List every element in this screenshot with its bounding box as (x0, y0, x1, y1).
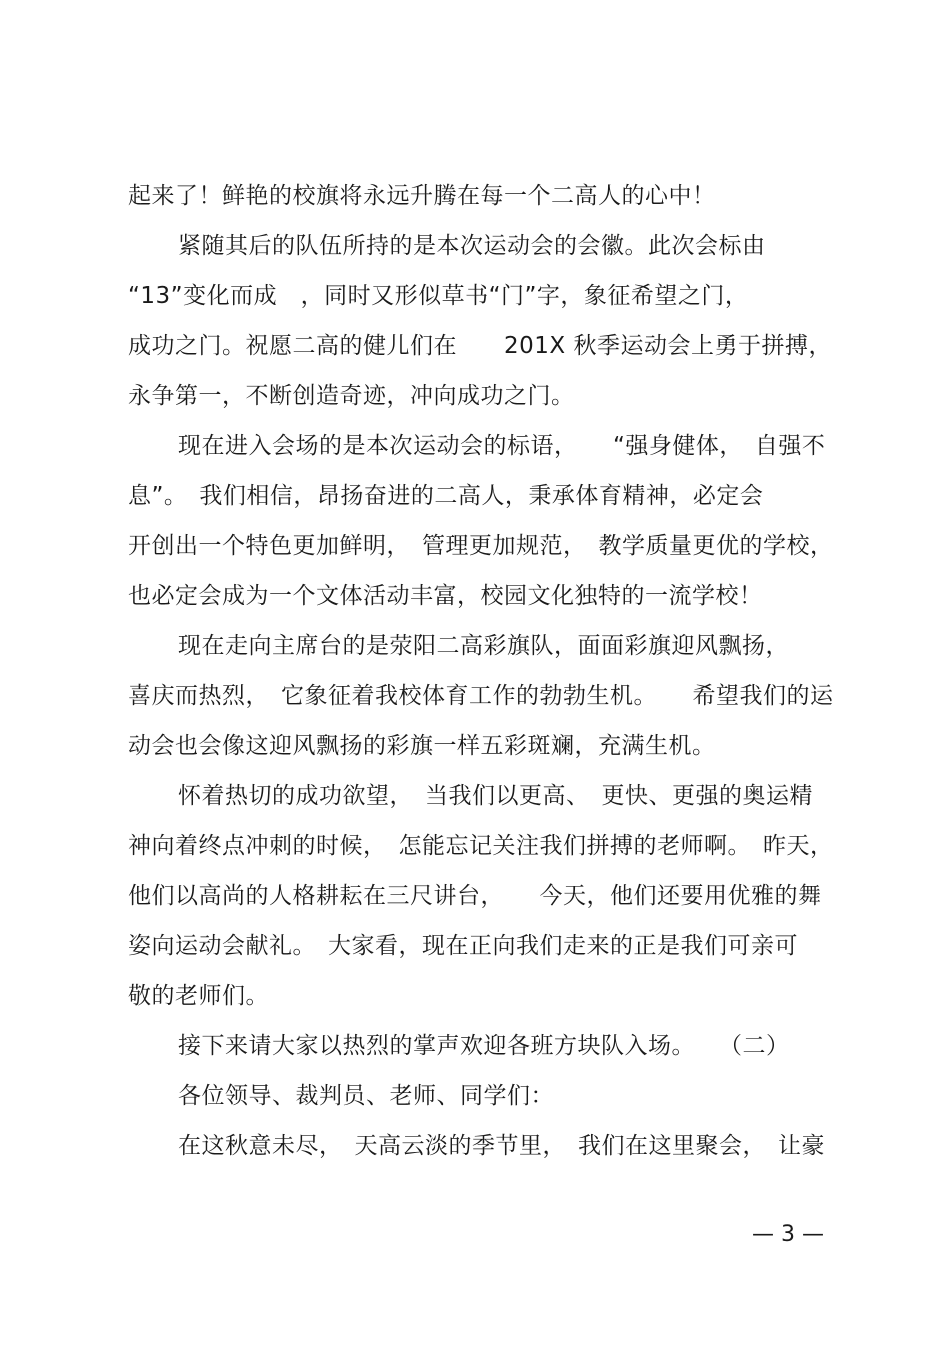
text-line-17: 敬的老师们。 (128, 983, 269, 1009)
text-line-7: 息”。 我们相信，昂扬奋进的二高人，秉承体育精神，必定会 (128, 483, 764, 509)
text-line-1: 起来了！鲜艳的校旗将永远升腾在每一个二高人的心中！ (128, 183, 716, 209)
text-line-19: 各位领导、裁判员、老师、同学们： (178, 1083, 554, 1109)
text-line-5: 永争第一，不断创造奇迹，冲向成功之门。 (128, 383, 575, 409)
text-line-15: 他们以高尚的人格耕耘在三尺讲台， 今天，他们还要用优雅的舞 (128, 883, 822, 909)
text-line-10: 现在走向主席台的是荥阳二高彩旗队，面面彩旗迎风飘扬， (178, 633, 789, 659)
text-line-14: 神向着终点冲刺的时候， 怎能忘记关注我们拼搏的老师啊。 昨天， (128, 833, 834, 859)
text-line-13: 怀着热切的成功欲望， 当我们以更高、 更快、更强的奥运精 (178, 783, 813, 809)
text-line-16: 姿向运动会献礼。 大家看，现在正向我们走来的正是我们可亲可 (128, 933, 798, 959)
text-line-4: 成功之门。祝愿二高的健儿们在 201X 秋季运动会上勇于拼搏， (128, 333, 832, 359)
text-line-11: 喜庆而热烈， 它象征着我校体育工作的勃勃生机。 希望我们的运 (128, 683, 834, 709)
text-line-2: 紧随其后的队伍所持的是本次运动会的会徽。此次会标由 (178, 233, 766, 259)
text-line-12: 动会也会像这迎风飘扬的彩旗一样五彩斑斓，充满生机。 (128, 733, 716, 759)
text-line-18: 接下来请大家以热烈的掌声欢迎各班方块队入场。 （二） (178, 1033, 790, 1059)
page-number: — 3 — (752, 1222, 824, 1247)
text-line-20: 在这秋意未尽， 天高云淡的季节里， 我们在这里聚会， 让豪 (178, 1133, 825, 1159)
text-line-9: 也必定会成为一个文体活动丰富，校园文化独特的一流学校！ (128, 583, 763, 609)
text-line-6: 现在进入会场的是本次运动会的标语， “强身健体， 自强不 (178, 433, 826, 459)
text-line-3: “13”变化而成 ，同时又形似草书“门”字，象征希望之门， (128, 283, 749, 309)
text-line-8: 开创出一个特色更加鲜明， 管理更加规范， 教学质量更优的学校， (128, 533, 834, 559)
